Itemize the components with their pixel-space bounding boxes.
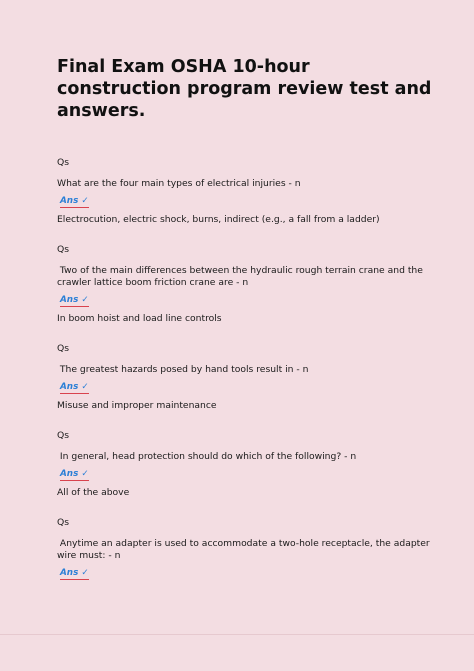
qs-label: Qs	[57, 343, 70, 354]
qs-label: Qs	[57, 430, 70, 441]
qs-label: Qs	[57, 517, 70, 528]
answer-text: All of the above	[57, 487, 130, 498]
question-text: In general, head protection should do which of the following? - n	[57, 451, 357, 462]
document-title: Final Exam OSHA 10-hour construction program review test and answers.	[57, 57, 432, 121]
qa-item-3	[57, 343, 432, 412]
answer-badge: Ans ✓	[60, 568, 89, 578]
qa-item-1	[57, 157, 432, 226]
qs-label: Qs	[57, 244, 70, 255]
question-text: Two of the main differences between the hydraulic rough terrain crane and the crawler lattice boom friction crane are - n	[57, 265, 426, 288]
question-text: What are the four main types of electrical injuries - n	[57, 178, 301, 189]
answer-badge: Ans ✓	[60, 295, 89, 305]
answer-text: Misuse and improper maintenance	[57, 400, 217, 411]
qa-item-4	[57, 430, 432, 499]
answer-text: In boom hoist and load line controls	[57, 313, 222, 324]
answer-badge: Ans ✓	[60, 469, 89, 479]
qa-item-5	[57, 517, 432, 586]
qa-item-2	[57, 244, 432, 325]
answer-badge: Ans ✓	[60, 382, 89, 392]
question-text: The greatest hazards posed by hand tools result in - n	[57, 364, 309, 375]
answer-text: Electrocution, electric shock, burns, indirect (e.g., a fall from a ladder)	[57, 214, 380, 225]
page-bottom-rule	[0, 634, 474, 635]
qs-label: Qs	[57, 157, 70, 168]
question-text: Anytime an adapter is used to accommodate a two-hole receptacle, the adapter wire must: - n	[57, 538, 433, 561]
answer-badge: Ans ✓	[60, 196, 89, 206]
